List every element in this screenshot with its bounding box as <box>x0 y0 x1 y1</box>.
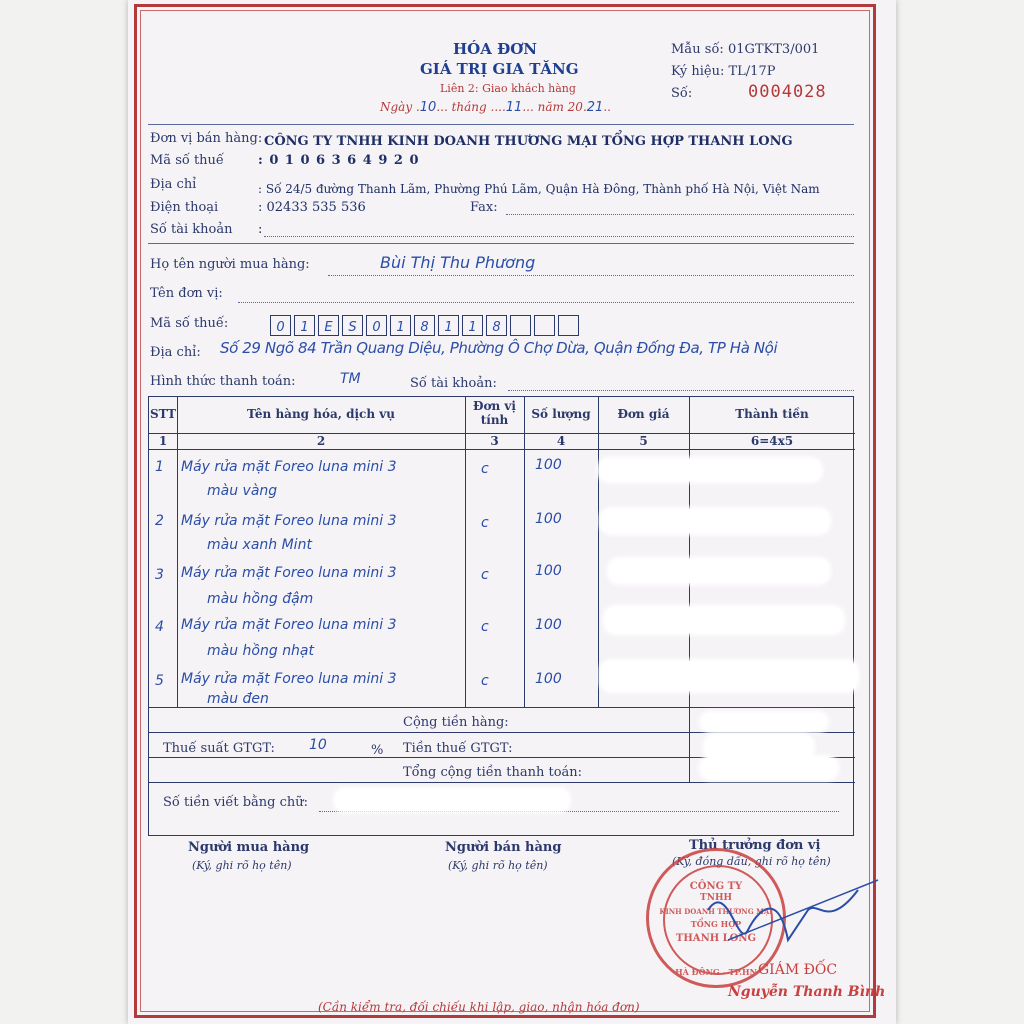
col-number-3: 3 <box>490 434 499 448</box>
redaction-mark <box>609 559 829 583</box>
invoice-sheet <box>128 0 896 1024</box>
payment-method-label: Hình thức thanh toán: <box>150 374 296 389</box>
signer-position: GIÁM ĐỐC <box>758 962 838 978</box>
redaction-mark <box>601 509 829 533</box>
tax-digit-box: 0 <box>270 315 291 336</box>
tax-digit-box: E <box>318 315 339 336</box>
buyer-account-label: Số tài khoản: <box>410 376 497 391</box>
seller-signature-note: (Ký, ghi rõ họ tên) <box>448 859 548 872</box>
seller-signature-title: Người bán hàng <box>445 840 562 855</box>
col-header-price: Đơn giá <box>617 407 670 421</box>
footer-note: (Cần kiểm tra, đối chiếu khi lập, giao, nhận hóa đơn) <box>318 1000 640 1014</box>
redaction-mark <box>701 757 837 779</box>
col-header-amount: Thành tiền <box>735 407 809 421</box>
tax-digit-box: 8 <box>414 315 435 336</box>
invoice-title: HÓA ĐƠN <box>453 40 537 58</box>
total-label: Tổng cộng tiền thanh toán: <box>403 765 583 780</box>
redaction-mark <box>605 607 843 633</box>
seller-phone-label: Điện thoại <box>150 200 219 215</box>
tax-digit-box: 1 <box>462 315 483 336</box>
seller-tax-label: Mã số thuế <box>150 153 224 168</box>
buyer-tax-label: Mã số thuế: <box>150 316 229 331</box>
col-number-6: 6=4x5 <box>750 434 794 448</box>
seller-fax-label: Fax: <box>470 200 498 215</box>
tax-digit-box: 1 <box>438 315 459 336</box>
tax-digit-box <box>510 315 531 336</box>
col-number-5: 5 <box>639 434 648 448</box>
subtotal-label: Cộng tiền hàng: <box>403 715 509 730</box>
invoice-subtitle: GIÁ TRỊ GIA TĂNG <box>420 60 579 78</box>
vat-amount-label: Tiền thuế GTGT: <box>403 741 513 756</box>
col-header-qty: Số lượng <box>531 407 591 421</box>
tax-digit-box <box>534 315 555 336</box>
seller-account-label: Số tài khoản <box>150 222 233 237</box>
head-signature-note: (Ký, đóng dấu, ghi rõ họ tên) <box>672 855 831 868</box>
tax-digit-box: 1 <box>390 315 411 336</box>
buyer-signature-title: Người mua hàng <box>188 840 310 855</box>
seller-tax: : 0 1 0 6 3 6 4 9 2 0 <box>258 153 420 168</box>
redaction-mark <box>601 661 857 691</box>
tax-digit-box: S <box>342 315 363 336</box>
invoice-date: Ngày .10... tháng ....11... năm 20.21.. <box>380 100 611 115</box>
tax-digit-box: 1 <box>294 315 315 336</box>
company-seal: CÔNG TY TNHH KINH DOANH THƯƠNG MẠI TỔNG HỢP THANH LONG HÀ ĐÔNG - TP.HN <box>646 848 786 988</box>
vat-rate-label: Thuế suất GTGT: <box>163 741 275 756</box>
col-header-name: Tên hàng hóa, dịch vụ <box>247 407 395 421</box>
invoice-number: 0004028 <box>748 82 827 102</box>
invoice-number-label: Số: <box>671 86 693 101</box>
buyer-signature-note: (Ký, ghi rõ họ tên) <box>192 859 292 872</box>
seller-unit: CÔNG TY TNHH KINH DOANH THƯƠNG MẠI TỔNG HỢP THANH LONG <box>264 134 793 149</box>
col-header-unit: Đơn vị tính <box>473 399 516 427</box>
redaction-mark <box>705 735 813 759</box>
buyer-name: Bùi Thị Thu Phương <box>380 253 536 272</box>
redaction-mark <box>335 789 569 811</box>
signer-name: Nguyễn Thanh Bình <box>728 984 886 1000</box>
col-number-2: 2 <box>316 434 326 448</box>
vat-rate: 10 <box>309 737 327 753</box>
goods-table: STT Tên hàng hóa, dịch vụ Đơn vị tính Số lượng Đơn giá Thành tiền 1 2 3 4 5 6=4x5 1 Máy rửa mặt Foreo luna mini 3 màu vàng c 100 2 Máy rửa mặt Foreo luna mini 3 màu xanh Mint c 100 3 Máy rửa mặt Foreo luna mini 3 màu hồng đậm c 100 4 Máy rửa mặt Foreo luna mini 3 màu hồng nhạt c 100 5 Máy rửa mặt Foreo luna mini 3 màu đen c 100 Cộng tiền hàng: Thuế suất GTGT: 10 % Tiền thuế GTGT: Tổng cộng tiền thanh toán: Số tiền viết bằng chữ: <box>148 396 854 836</box>
seller-address-label: Địa chỉ <box>150 177 197 192</box>
seller-account: : <box>258 222 263 237</box>
tax-digit-box: 8 <box>486 315 507 336</box>
seller-address: : Số 24/5 đường Thanh Lãm, Phường Phú Lãm, Quận Hà Đông, Thành phố Hà Nội, Việt Nam <box>258 182 820 196</box>
buyer-address: Số 29 Ngõ 84 Trần Quang Diệu, Phường Ô Chợ Dừa, Quận Đống Đa, TP Hà Nội <box>220 339 778 357</box>
redaction-mark <box>599 459 821 481</box>
buyer-name-label: Họ tên người mua hàng: <box>150 257 310 272</box>
col-number-4: 4 <box>556 434 566 448</box>
buyer-address-label: Địa chỉ: <box>150 345 201 360</box>
col-header-stt: STT <box>149 407 177 421</box>
seller-phone: : 02433 535 536 <box>258 200 366 215</box>
tax-digit-box: 0 <box>366 315 387 336</box>
amount-in-words-label: Số tiền viết bằng chữ: <box>163 795 309 810</box>
tax-digit-box <box>558 315 579 336</box>
vat-percent: % <box>371 743 384 758</box>
payment-method: TM <box>340 371 361 387</box>
buyer-unit-label: Tên đơn vị: <box>150 286 223 301</box>
redaction-mark <box>701 713 827 731</box>
head-signature-title: Thủ trưởng đơn vị <box>689 838 821 853</box>
col-number-1: 1 <box>158 434 168 448</box>
seller-unit-label: Đơn vị bán hàng: <box>150 131 263 146</box>
invoice-symbol: Ký hiệu: TL/17P <box>671 64 776 79</box>
invoice-copy-label: Liên 2: Giao khách hàng <box>440 82 576 95</box>
form-number: Mẫu số: 01GTKT3/001 <box>671 42 820 57</box>
